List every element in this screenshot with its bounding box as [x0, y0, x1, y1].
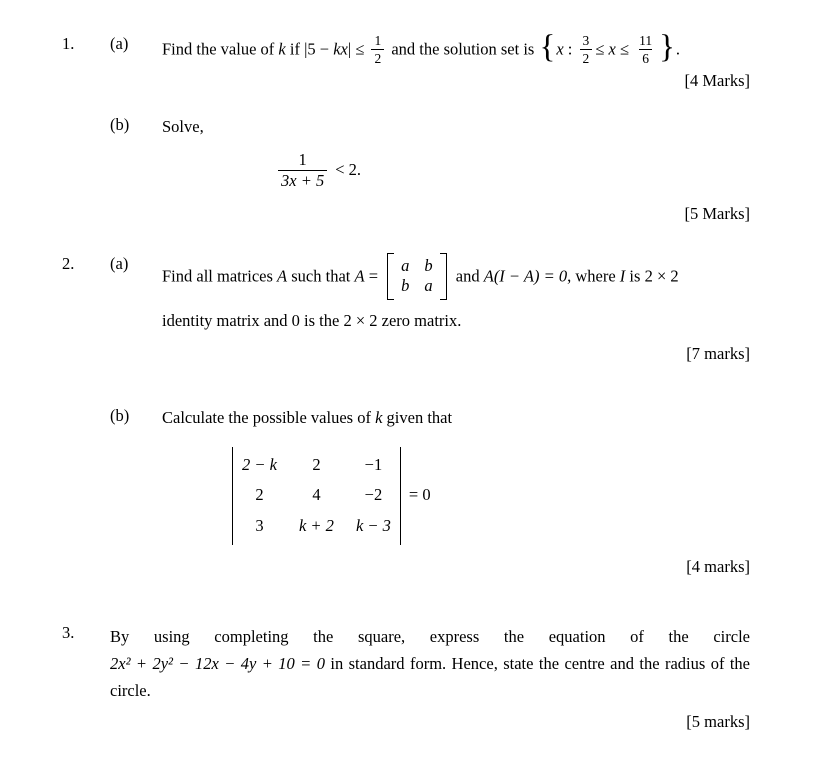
question-2a-body — [162, 254, 750, 334]
math-text: if — [285, 39, 305, 59]
determinant-cell: k + 2 — [298, 516, 334, 535]
part-2b-label: (b) — [110, 405, 130, 425]
part-1a-label: (a) — [110, 34, 129, 53]
marks-2b: [4 marks] — [686, 556, 750, 576]
variable-k: k — [375, 407, 383, 427]
determinant-cells — [233, 447, 400, 545]
colon: : — [563, 39, 577, 59]
question-3-number: 3. — [62, 622, 75, 642]
marks-2a: [7 marks] — [686, 343, 750, 363]
math-text: and — [451, 266, 484, 286]
variable-x: x — [556, 39, 564, 59]
matrix-bracket-right — [440, 253, 447, 300]
question-1b-body — [162, 115, 750, 190]
fraction-denominator: 2 — [580, 49, 593, 66]
matrix-cells — [394, 253, 440, 300]
determinant-cell: 3 — [255, 516, 264, 535]
question-2a-row — [62, 254, 750, 334]
dimension: 2 × 2 — [343, 311, 378, 330]
marks-1a: [4 Marks] — [684, 71, 750, 90]
matrix-cell: a — [401, 255, 410, 275]
matrix-cell: a — [424, 276, 433, 296]
abs-bar: | — [347, 39, 352, 59]
abs-bar: | — [304, 39, 308, 59]
math-text: , where — [567, 266, 620, 286]
brace-close: } — [659, 29, 675, 65]
variable-A: A — [277, 266, 288, 286]
fraction-denominator: 3x + 5 — [278, 170, 327, 190]
relation-leq: ≤ — [615, 39, 634, 59]
determinant-cell: 2 — [312, 454, 321, 474]
relation-leq: ≤ — [351, 39, 369, 59]
brace-open: { — [539, 29, 556, 65]
variable-k: k — [278, 39, 286, 59]
matrix-equation: A(I − A) = 0 — [483, 266, 568, 286]
determinant-cell: −1 — [364, 454, 383, 474]
question-3-body — [110, 623, 750, 705]
marks-1b: [5 Marks] — [684, 203, 750, 223]
question-2-number: 2. — [62, 253, 75, 273]
relation-lt: < 2. — [335, 160, 362, 180]
math-text: in standard form. Hence, state the centre and the radius of the circle. — [110, 653, 751, 701]
math-text: is — [625, 266, 645, 286]
fraction-one-half — [371, 34, 384, 66]
determinant-cell: 4 — [312, 485, 321, 505]
question-1a-row — [62, 29, 750, 67]
question-2a-line1 — [162, 254, 750, 301]
fraction-numerator: 1 — [298, 149, 307, 169]
math-text: and the solution set is — [387, 39, 539, 59]
question-2b-line1 — [162, 406, 750, 431]
determinant-3x3 — [232, 447, 401, 545]
variable-x: x — [608, 39, 616, 59]
math-text: Find the value of — [162, 39, 279, 59]
question-1b-row — [62, 115, 750, 190]
matrix-2x2 — [387, 253, 447, 300]
math-text: given that — [382, 407, 453, 427]
variable-I: I — [619, 266, 626, 286]
determinant-bar-right — [400, 447, 401, 545]
math-text: 5 − — [307, 39, 334, 59]
math-text: Find all matrices — [162, 266, 278, 286]
matrix-cell: b — [424, 255, 433, 275]
fraction-denominator: 6 — [639, 49, 652, 66]
math-text: By using completing the square, express the equation of the circle — [110, 626, 750, 646]
determinant-equation — [232, 447, 750, 545]
circle-equation: 2x² + 2y² − 12x − 4y + 10 = 0 — [110, 653, 325, 673]
variable-kx: kx — [333, 39, 348, 59]
question-1-number: 1. — [62, 34, 75, 53]
question-2b-row — [62, 406, 750, 545]
equation-1b — [278, 149, 750, 191]
relation-leq: ≤ — [595, 39, 609, 59]
fraction-denominator: 2 — [371, 49, 384, 66]
determinant-cell: −2 — [364, 485, 383, 505]
marks-3: [5 marks] — [686, 712, 750, 732]
fraction-numerator: 3 — [582, 32, 590, 48]
fraction-three-halves — [580, 34, 593, 66]
part-2a-label: (a) — [110, 253, 129, 273]
question-2a-line2 — [162, 309, 750, 334]
period: . — [675, 39, 681, 59]
determinant-cell: 2 — [255, 485, 264, 505]
solve-text: Solve, — [162, 117, 204, 136]
fraction-rational — [278, 149, 327, 191]
matrix-cell: b — [401, 276, 410, 296]
dimension: 2 × 2 — [644, 266, 679, 286]
math-text: such that — [287, 266, 355, 286]
question-2b-body — [162, 406, 750, 545]
math-text: zero matrix. — [377, 311, 462, 330]
matrix-bracket-left — [387, 253, 394, 300]
determinant-cell: k − 3 — [355, 516, 391, 535]
fraction-numerator: 11 — [639, 32, 653, 48]
fraction-numerator: 1 — [374, 32, 382, 48]
question-1a-body — [162, 29, 750, 67]
determinant-cell: 2 − k — [242, 454, 277, 474]
question-3-row — [62, 623, 750, 705]
math-text: Calculate the possible values of — [162, 407, 376, 427]
equals-sign: = — [364, 266, 383, 286]
variable-A: A — [354, 266, 365, 286]
equals-zero: = 0 — [408, 485, 431, 505]
part-1b-label: (b) — [110, 115, 130, 134]
math-text: identity matrix and 0 is the — [162, 311, 344, 330]
fraction-eleven-sixths — [636, 34, 655, 66]
